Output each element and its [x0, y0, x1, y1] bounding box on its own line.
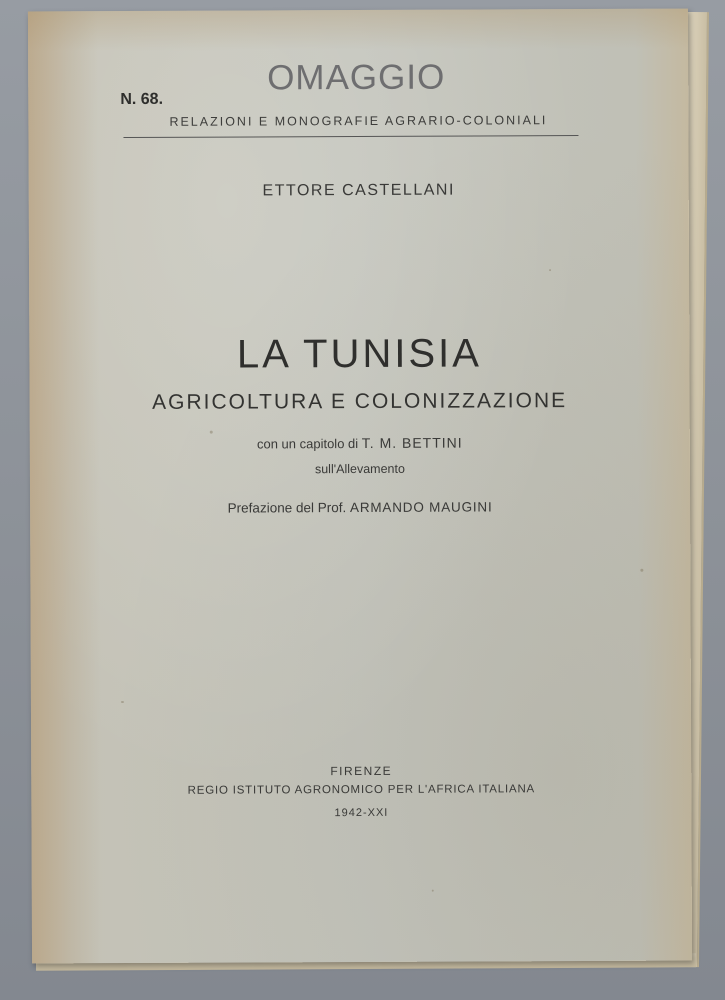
- chapter-prefix: con un capitolo di: [256, 436, 359, 452]
- author-name: ETTORE CASTELLANI: [262, 181, 455, 200]
- chapter-topic: sull'Allevamento: [314, 461, 405, 477]
- chapter-author: T. M. BETTINI: [361, 434, 463, 451]
- chapter-credit: [30, 434, 690, 453]
- preface-prefix: Prefazione del Prof.: [227, 500, 347, 516]
- publication-year: 1942-XXI: [334, 806, 389, 820]
- preface-author: ARMANDO MAUGINI: [349, 499, 493, 516]
- omaggio-stamp: OMAGGIO: [267, 57, 446, 98]
- preface-credit: [30, 499, 690, 517]
- publisher-name: REGIO ISTITUTO AGRONOMICO PER L'AFRICA ITALIANA: [187, 783, 536, 797]
- series-title: RELAZIONI E MONOGRAFIE AGRARIO-COLONIALI: [169, 113, 548, 129]
- book-subtitle: AGRICOLTURA E COLONIZZAZIONE: [152, 389, 568, 414]
- book-cover: [28, 9, 692, 964]
- book-title: LA TUNISIA: [236, 331, 482, 377]
- header-rule: [123, 135, 578, 138]
- series-number: N. 68.: [120, 90, 164, 109]
- publication-city: FIRENZE: [330, 763, 393, 779]
